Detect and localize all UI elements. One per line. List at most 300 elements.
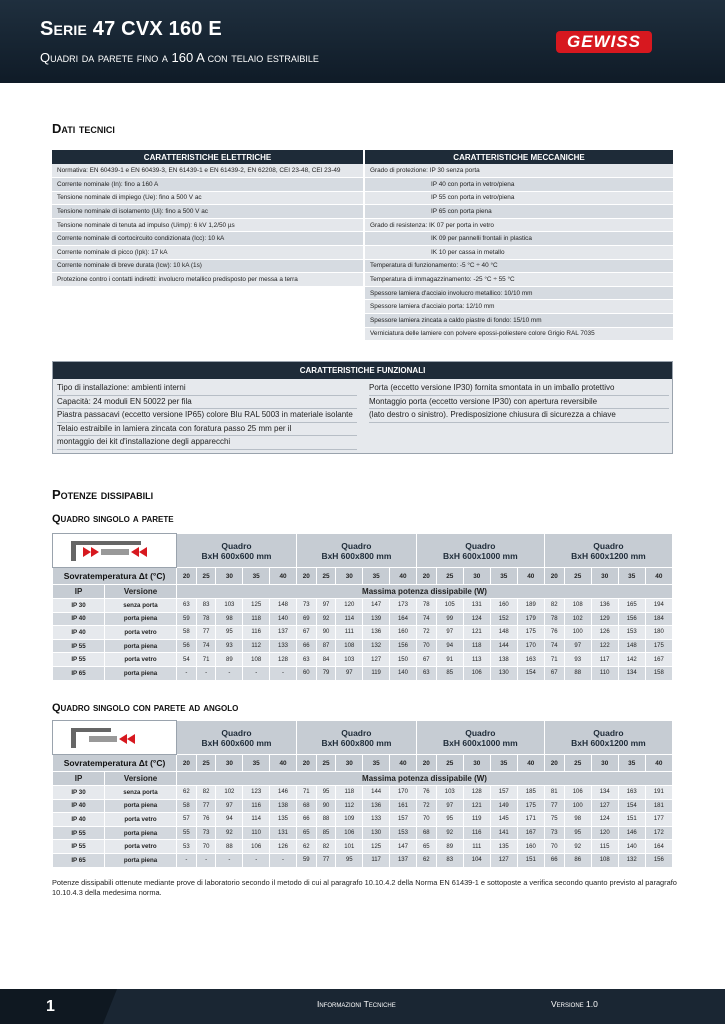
value-cell: 144 (363, 786, 390, 800)
value-cell: 84 (316, 653, 336, 667)
value-cell: 142 (618, 653, 645, 667)
value-cell: 123 (243, 786, 270, 800)
value-cell: 82 (196, 786, 216, 800)
value-cell: 83 (196, 599, 216, 613)
dati-elettriche-cell: Tensione nominale di isolamento (Ui): fino a 500 V ac (52, 205, 364, 219)
value-cell: 151 (517, 853, 544, 867)
dati-row (52, 205, 673, 219)
value-cell: 106 (463, 666, 490, 680)
temperature-cell: 35 (618, 568, 645, 585)
value-cell: 128 (270, 653, 297, 667)
value-cell: 78 (544, 612, 564, 626)
value-cell: 57 (177, 813, 197, 827)
quadro-size: BxH 600x600 mm (201, 737, 272, 748)
value-cell: 146 (270, 786, 297, 800)
value-cell: 120 (336, 599, 363, 613)
dati-row (52, 191, 673, 205)
value-cell: 102 (564, 612, 591, 626)
value-cell: 125 (243, 599, 270, 613)
value-cell: 175 (645, 639, 672, 653)
value-cell: 71 (544, 653, 564, 667)
value-cell: 55 (177, 826, 197, 840)
value-cell: 126 (591, 626, 618, 640)
wall-icon (67, 535, 163, 565)
ip-cell: IP 30 (53, 786, 105, 800)
dati-meccaniche-cell: Temperatura di immagazzinamento: -25 °C ÷ 55 °C (364, 273, 673, 287)
value-cell: 112 (243, 639, 270, 653)
value-cell: 147 (363, 599, 390, 613)
value-cell: 71 (296, 786, 316, 800)
value-cell: 109 (336, 813, 363, 827)
value-cell: 147 (390, 840, 417, 854)
caratteristiche-funzionali-box (52, 361, 673, 454)
funzionali-line: Tipo di installazione: ambienti interni (57, 382, 357, 396)
table-icon-cell (53, 534, 177, 568)
value-cell: 132 (363, 639, 390, 653)
value-cell: 175 (517, 626, 544, 640)
value-cell: 56 (177, 639, 197, 653)
dati-elettriche-cell: Tensione nominale di impiego (Ue): fino a 500 V ac (52, 191, 364, 205)
ip-cell: IP 55 (53, 840, 105, 854)
ip-label: IP (53, 772, 105, 786)
value-cell: 136 (591, 599, 618, 613)
value-cell: 161 (390, 799, 417, 813)
value-cell: 144 (490, 639, 517, 653)
value-cell: 98 (216, 612, 243, 626)
table-row (53, 653, 673, 667)
value-cell: 68 (416, 826, 436, 840)
ip-cell: IP 40 (53, 626, 105, 640)
temperature-cell: 30 (463, 568, 490, 585)
funzionali-line: Porta (eccetto versione IP30) fornita smontata in un imballo protettivo (369, 382, 669, 396)
value-cell: 68 (296, 799, 316, 813)
temperature-cell: 20 (416, 755, 436, 772)
temperature-cell: 40 (390, 568, 417, 585)
table-row (53, 666, 673, 680)
ip-cell: IP 40 (53, 799, 105, 813)
table-row (53, 840, 673, 854)
versione-cell: porta piena (105, 853, 177, 867)
value-cell: 67 (296, 626, 316, 640)
funzionali-line: Telaio estraibile in lamiera zincata con foratura passo 25 mm per il (57, 423, 357, 437)
dati-meccaniche-cell: IK 09 per pannelli frontali in plastica (364, 232, 673, 246)
quadro-header-row (53, 534, 673, 568)
temperature-cell: 30 (336, 755, 363, 772)
value-cell: 156 (645, 853, 672, 867)
value-cell: 135 (270, 813, 297, 827)
quadro-size: BxH 600x600 mm (201, 550, 272, 561)
value-cell: 88 (564, 666, 591, 680)
value-cell: 90 (316, 799, 336, 813)
value-cell: 137 (390, 853, 417, 867)
value-cell: 179 (517, 612, 544, 626)
value-cell: 163 (618, 786, 645, 800)
value-cell: 95 (316, 786, 336, 800)
table-row (53, 626, 673, 640)
temperature-cell: 25 (564, 755, 591, 772)
value-cell: 139 (363, 612, 390, 626)
value-cell: 93 (216, 639, 243, 653)
quadro-size-header (296, 534, 416, 568)
dati-elettriche-cell: Normativa: EN 60439-1 e EN 60439-3, EN 61439-1 e EN 61439-2, EN 62208, CEI 23-48, CEI 23-49 (52, 164, 364, 178)
value-cell: 67 (544, 666, 564, 680)
temperature-cell: 35 (490, 755, 517, 772)
value-cell: 153 (618, 626, 645, 640)
quadro-label: Quadro (593, 727, 624, 738)
value-cell: 74 (544, 639, 564, 653)
value-cell: 103 (336, 653, 363, 667)
value-cell: 156 (618, 612, 645, 626)
value-cell: 99 (436, 612, 463, 626)
footer-info: Informazioni Tecniche (317, 999, 396, 1009)
ip-cell: IP 65 (53, 666, 105, 680)
value-cell: 82 (544, 599, 564, 613)
footer-version: Versione 1.0 (551, 999, 598, 1009)
value-cell: 136 (363, 626, 390, 640)
value-cell: 131 (463, 599, 490, 613)
value-cell: 115 (591, 840, 618, 854)
value-cell: 124 (463, 612, 490, 626)
value-cell: 118 (243, 612, 270, 626)
quadro-label: Quadro (593, 540, 624, 551)
dati-row (52, 178, 673, 192)
temperature-row (53, 568, 673, 585)
value-cell: 94 (216, 813, 243, 827)
value-cell: 150 (390, 653, 417, 667)
value-cell: 157 (390, 813, 417, 827)
value-cell: 127 (591, 799, 618, 813)
value-cell: 98 (564, 813, 591, 827)
table-row (53, 813, 673, 827)
table-row (53, 639, 673, 653)
value-cell: 62 (416, 853, 436, 867)
dati-meccaniche-cell: IP 55 con porta in vetro/piena (364, 191, 673, 205)
massima-potenza-label: Massima potenza dissipabile (W) (177, 772, 673, 786)
quadro-size-header (177, 534, 297, 568)
funzionali-line: Piastra passacavi (eccetto versione IP65) colore Blu RAL 5003 in materiale isolante (57, 409, 357, 423)
dati-elettriche-cell: Corrente nominale (In): fino a 160 A (52, 178, 364, 192)
dati-row (52, 273, 673, 287)
value-cell: 130 (363, 826, 390, 840)
value-cell: 97 (564, 639, 591, 653)
quadro-size: BxH 600x1200 mm (571, 737, 646, 748)
value-cell: - (270, 853, 297, 867)
value-cell: 101 (336, 840, 363, 854)
corner-wall-icon (67, 722, 163, 752)
temperature-cell: 20 (416, 568, 436, 585)
value-cell: 83 (436, 853, 463, 867)
table-row (53, 786, 673, 800)
value-cell: 106 (336, 826, 363, 840)
table2-title: Quadro singolo con parete ad angolo (52, 702, 239, 714)
value-cell: 136 (363, 799, 390, 813)
potenze-table-angolo (52, 720, 673, 868)
temperature-cell: 40 (390, 755, 417, 772)
value-cell: 137 (270, 626, 297, 640)
value-cell: 125 (363, 840, 390, 854)
dati-elettriche-cell (52, 286, 364, 300)
quadro-size-header (416, 534, 544, 568)
quadro-size-header (544, 721, 672, 755)
page-subtitle: Quadri da parete fino a 160 A con telaio estraibile (40, 50, 319, 65)
value-cell: 135 (490, 840, 517, 854)
value-cell: 145 (490, 813, 517, 827)
value-cell: 116 (463, 826, 490, 840)
temperature-cell: 40 (645, 755, 672, 772)
value-cell: 87 (316, 639, 336, 653)
page-title: Serie 47 CVX 160 E (40, 18, 222, 40)
value-cell: 129 (591, 612, 618, 626)
value-cell: 104 (463, 853, 490, 867)
table-icon-cell (53, 721, 177, 755)
quadro-header-row (53, 721, 673, 755)
quadro-label: Quadro (465, 540, 496, 551)
temperature-cell: 30 (336, 568, 363, 585)
value-cell: 95 (216, 626, 243, 640)
value-cell: 73 (296, 599, 316, 613)
value-cell: 88 (316, 813, 336, 827)
value-cell: 154 (618, 799, 645, 813)
quadro-label: Quadro (341, 540, 372, 551)
funzionali-line: Capacità: 24 moduli EN 50022 per fila (57, 396, 357, 410)
value-cell: 62 (177, 786, 197, 800)
value-cell: 95 (336, 853, 363, 867)
value-cell: 158 (645, 666, 672, 680)
ip-cell: IP 55 (53, 653, 105, 667)
value-cell: 71 (196, 653, 216, 667)
dati-meccaniche-cell: Spessore lamiera d'acciaio porta: 12/10 mm (364, 300, 673, 314)
ip-header-row (53, 772, 673, 786)
value-cell: 140 (618, 840, 645, 854)
value-cell: 138 (270, 799, 297, 813)
temperature-cell: 30 (463, 755, 490, 772)
temperature-cell: 25 (316, 755, 336, 772)
value-cell: 70 (196, 840, 216, 854)
value-cell: 119 (463, 813, 490, 827)
dati-meccaniche-cell: Grado di protezione: IP 30 senza porta (364, 164, 673, 178)
value-cell: 95 (436, 813, 463, 827)
dati-row (52, 286, 673, 300)
value-cell: 140 (270, 612, 297, 626)
value-cell: 76 (544, 626, 564, 640)
value-cell: 141 (490, 826, 517, 840)
value-cell: - (177, 666, 197, 680)
temperature-cell: 20 (296, 755, 316, 772)
funzionali-right-column (369, 382, 669, 423)
dati-elettriche-cell: Corrente nominale di cortocircuito condizionata (Icc): 10 kA (52, 232, 364, 246)
temperature-cell: 25 (564, 568, 591, 585)
value-cell: 97 (436, 626, 463, 640)
value-cell: 59 (177, 612, 197, 626)
quadro-size: BxH 600x1000 mm (443, 737, 518, 748)
value-cell: 73 (544, 826, 564, 840)
value-cell: 97 (436, 799, 463, 813)
versione-cell: porta piena (105, 639, 177, 653)
value-cell: 177 (645, 813, 672, 827)
dati-meccaniche-cell: IK 10 per cassa in metallo (364, 246, 673, 260)
value-cell: 63 (416, 666, 436, 680)
value-cell: 60 (296, 666, 316, 680)
value-cell: - (270, 666, 297, 680)
sovratemperatura-label: Sovratemperatura Δt (°C) (53, 568, 177, 585)
value-cell: 102 (216, 786, 243, 800)
temperature-cell: 40 (517, 755, 544, 772)
quadro-size: BxH 600x800 mm (321, 737, 392, 748)
value-cell: 93 (564, 653, 591, 667)
temperature-cell: 35 (363, 568, 390, 585)
value-cell: 185 (517, 786, 544, 800)
dati-meccaniche-cell: Temperatura di funzionamento: -5 °C ÷ 40 °C (364, 259, 673, 273)
value-cell: 151 (618, 813, 645, 827)
quadro-label: Quadro (221, 540, 252, 551)
dati-meccaniche-cell: IP 40 con porta in vetro/piena (364, 178, 673, 192)
value-cell: 69 (296, 612, 316, 626)
value-cell: 119 (363, 666, 390, 680)
ip-cell: IP 40 (53, 813, 105, 827)
temperature-row (53, 755, 673, 772)
value-cell: 72 (416, 626, 436, 640)
versione-cell: porta vetro (105, 840, 177, 854)
quadro-size-header (177, 721, 297, 755)
value-cell: 164 (645, 840, 672, 854)
col-header-elettriche: CARATTERISTICHE ELETTRICHE (52, 150, 364, 164)
value-cell: 117 (591, 653, 618, 667)
value-cell: 189 (517, 599, 544, 613)
value-cell: 160 (390, 626, 417, 640)
value-cell: 82 (316, 840, 336, 854)
ip-cell: IP 65 (53, 853, 105, 867)
value-cell: 108 (243, 653, 270, 667)
dati-row (52, 300, 673, 314)
value-cell: 173 (390, 599, 417, 613)
value-cell: 163 (517, 653, 544, 667)
temperature-cell: 30 (216, 755, 243, 772)
quadro-size: BxH 600x1000 mm (443, 550, 518, 561)
value-cell: 79 (316, 666, 336, 680)
quadro-label: Quadro (221, 727, 252, 738)
versione-cell: porta piena (105, 826, 177, 840)
massima-potenza-label: Massima potenza dissipabile (W) (177, 585, 673, 599)
value-cell: 181 (645, 799, 672, 813)
value-cell: 53 (177, 840, 197, 854)
ip-cell: IP 40 (53, 612, 105, 626)
value-cell: 85 (316, 826, 336, 840)
quadro-label: Quadro (341, 727, 372, 738)
value-cell: 146 (618, 826, 645, 840)
value-cell: 175 (517, 799, 544, 813)
ip-cell: IP 30 (53, 599, 105, 613)
dati-row (52, 314, 673, 328)
temperature-cell: 40 (270, 568, 297, 585)
temperature-cell: 20 (296, 568, 316, 585)
funzionali-left-column (57, 382, 357, 450)
table1-title: Quadro singolo a parete (52, 513, 174, 525)
value-cell: 92 (436, 826, 463, 840)
value-cell: 121 (463, 626, 490, 640)
value-cell: 89 (216, 653, 243, 667)
dati-meccaniche-cell: Grado di resistenza: IK 07 per porta in vetro (364, 218, 673, 232)
temperature-cell: 20 (177, 568, 197, 585)
value-cell: 86 (564, 853, 591, 867)
potenze-table-parete (52, 533, 673, 681)
value-cell: 167 (645, 653, 672, 667)
value-cell: 65 (296, 826, 316, 840)
dati-elettriche-cell: Tensione nominale di tenuta ad impulso (Uimp): 6 kV 1,2/50 µs (52, 218, 364, 232)
value-cell: 74 (196, 639, 216, 653)
section-title-potenze: Potenze dissipabili (52, 487, 154, 502)
versione-label: Versione (105, 772, 177, 786)
value-cell: 114 (243, 813, 270, 827)
temperature-cell: 30 (216, 568, 243, 585)
value-cell: 66 (296, 639, 316, 653)
value-cell: 111 (463, 840, 490, 854)
versione-cell: senza porta (105, 599, 177, 613)
potenze-note: Potenze dissipabili ottenute mediante prove di laboratorio secondo il metodo di cui al paragrafo 10.10.4.2 della Norma EN 61439-1 e sottoposte a verifica secondo quanto previsto al paragrafo 10.10.4.3 della medesima norma. (52, 878, 677, 897)
dati-elettriche-cell: Corrente nominale di picco (Ipk): 17 kA (52, 246, 364, 260)
value-cell: 106 (243, 840, 270, 854)
value-cell: 160 (490, 599, 517, 613)
value-cell: 66 (544, 853, 564, 867)
versione-cell: porta vetro (105, 626, 177, 640)
value-cell: 65 (416, 840, 436, 854)
value-cell: 70 (416, 813, 436, 827)
value-cell: 121 (463, 799, 490, 813)
value-cell: 91 (436, 653, 463, 667)
value-cell: 75 (544, 813, 564, 827)
value-cell: 103 (436, 786, 463, 800)
value-cell: 112 (336, 799, 363, 813)
value-cell: 77 (196, 799, 216, 813)
quadro-label: Quadro (465, 727, 496, 738)
ip-header-row (53, 585, 673, 599)
temperature-cell: 20 (544, 755, 564, 772)
value-cell: 76 (416, 786, 436, 800)
value-cell: 153 (390, 826, 417, 840)
table-row (53, 853, 673, 867)
versione-cell: senza porta (105, 786, 177, 800)
dati-elettriche-cell: Corrente nominale di breve durata (Icw): 10 kA (1s) (52, 259, 364, 273)
value-cell: 108 (336, 639, 363, 653)
value-cell: 72 (416, 799, 436, 813)
value-cell: 170 (517, 639, 544, 653)
sovratemperatura-label: Sovratemperatura Δt (°C) (53, 755, 177, 772)
quadro-size-header (544, 534, 672, 568)
table-row (53, 612, 673, 626)
value-cell: 77 (196, 626, 216, 640)
value-cell: 66 (296, 813, 316, 827)
table-row (53, 826, 673, 840)
value-cell: 114 (336, 612, 363, 626)
value-cell: - (196, 853, 216, 867)
temperature-cell: 40 (517, 568, 544, 585)
funzionali-line: Montaggio porta (eccetto versione IP30) con apertura reversibile (369, 396, 669, 410)
value-cell: 111 (336, 626, 363, 640)
value-cell: 105 (436, 599, 463, 613)
value-cell: 92 (564, 840, 591, 854)
value-cell: 131 (270, 826, 297, 840)
value-cell: 133 (270, 639, 297, 653)
gewiss-logo: GEWISS (556, 31, 652, 53)
dati-row (52, 259, 673, 273)
value-cell: 148 (490, 626, 517, 640)
value-cell: 180 (645, 626, 672, 640)
temperature-cell: 30 (591, 568, 618, 585)
funzionali-header: CARATTERISTICHE FUNZIONALI (53, 362, 672, 379)
value-cell: 148 (270, 599, 297, 613)
dati-elettriche-cell: Protezione contro i contatti indiretti: involucro metallico predisposto per messa a terra (52, 273, 364, 287)
temperature-cell: 25 (196, 755, 216, 772)
dati-row (52, 327, 673, 341)
